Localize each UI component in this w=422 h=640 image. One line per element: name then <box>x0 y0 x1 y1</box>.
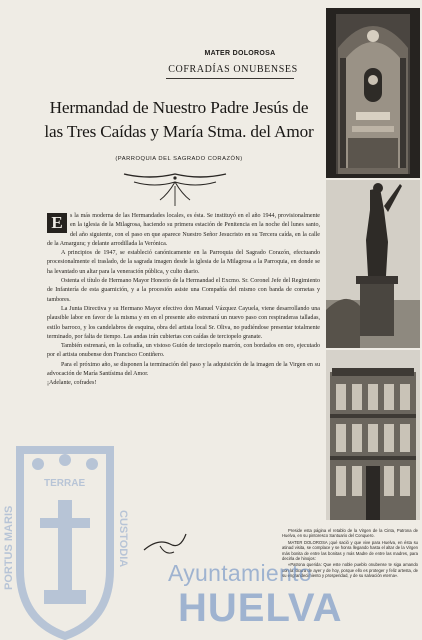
section-heading: COFRADÍAS ONUBENSES <box>168 64 298 75</box>
caption-paragraph-3: «Patrona querida: Que este noble pueblo onubense te siga amando con la locura de ayer y de hoy, porque ello es proteger y feliz artesta, de su engrandecimiento y prosperidad, y de su salvación eterna». <box>282 562 418 579</box>
ornament-divider <box>120 164 230 210</box>
article-subtitle: (PARROQUIA DEL SAGRADO CORAZÓN) <box>115 156 243 162</box>
article-title-line-1: Hermandad de Nuestro Padre Jesús de <box>49 98 309 117</box>
article-paragraph-5: También estrenará, en la cofradía, un vistoso Guión de terciopelo marrón, con bordados en oro, ejecutado por el artista onubense don Francisco Contiñero. <box>47 343 320 359</box>
watermark-name: Ayuntamiento <box>168 560 312 586</box>
seal-text-right: CUSTODIA <box>117 510 129 568</box>
section-rule <box>166 78 294 79</box>
city-seal-watermark <box>0 440 130 640</box>
ornament-flourish <box>140 528 190 560</box>
article-body <box>47 212 320 389</box>
article-paragraph-1: E s la más moderna de las Hermandades locales, es ésta. Se instituyó en el año 1944, provisionalmente en la iglesia de la Milagrosa, haciendo su primera estación de Penitencia en la noche del lunes santo, del año siguiente, con el paso en que aparece Nuestro Señor Jesucristo en su Tercera caída, en la calle de la Amargura; y delante arrodillada la Verónica. <box>47 213 320 247</box>
article-paragraph-4: La Junta Directiva y su Hermano Mayor efectivo don Manuel Vázquez Cayuela, viene desarrollando una plausible labor en favor de la misma y en en el presente año estrenará un nuevo paso con respiraderas talladas, estilo barroco, y los candelabros de esquina, obra del artista local Sr. Oliva, no pudiéndose presentar totalmente terminado, por falta de tiempo. Las andas irán cubiertas con caídas de terciopelo granate. <box>47 305 320 340</box>
article-paragraph-3: Ostenta el título de Hermano Mayor Honorio de la Hermandad el Excmo. Sr. Coronel Jefe del Regimiento de Infantería de esta guarnición, y a la procesión asiste una Compañía del mismo con banda de cornetas y tambores. <box>47 278 320 303</box>
altar-photo <box>326 8 420 178</box>
watermark-city: HUELVA <box>178 586 343 630</box>
article-paragraph-6: Para el próximo año, se disponen la terminación del paso y la adquisición de la imagen de la Virgen en su advocación de María Santísima del Amor. <box>47 361 320 378</box>
caption-paragraph-1: Preside esta página el retablo de la Virgen de la Cinta, Patrona de Huelva, en su pintoresco Santuario del Conquero. <box>282 528 418 539</box>
article-closing: ¡Adelante, cofrades! <box>47 380 97 387</box>
seal-text-left: PORTUS MARIS <box>3 505 15 590</box>
caption-paragraph-2: MATER DOLOROSA ¡qué sació y que vive para Huelva, en ésta su atinad visita, se complace y se honra llegando hasta el altar de la Virgen más bonita de entre las bonitas y más Madre de entre las madres, para decirla de hinojos: <box>282 539 418 562</box>
article-title-line-2: las Tres Caídas y María Stma. del Amor <box>44 122 314 141</box>
statue-photo <box>326 180 420 348</box>
article-title <box>30 96 328 144</box>
seal-text-top: TERRAE <box>44 478 86 489</box>
building-photo <box>326 350 420 520</box>
article-paragraph-2: A principios de 1947, se estableció canónicamente en la Parroquia del Sagrado Corazón, efectuando procesionalmente el traslado, de la sagrada imagen desde la iglesia de la Milagrosa a la Parroquia, en donde se ha levantado un altar para la veneración pública, y culto diario. <box>47 250 320 275</box>
publication-name: MATER DOLOROSA <box>204 50 276 57</box>
drop-cap: E <box>47 213 67 233</box>
